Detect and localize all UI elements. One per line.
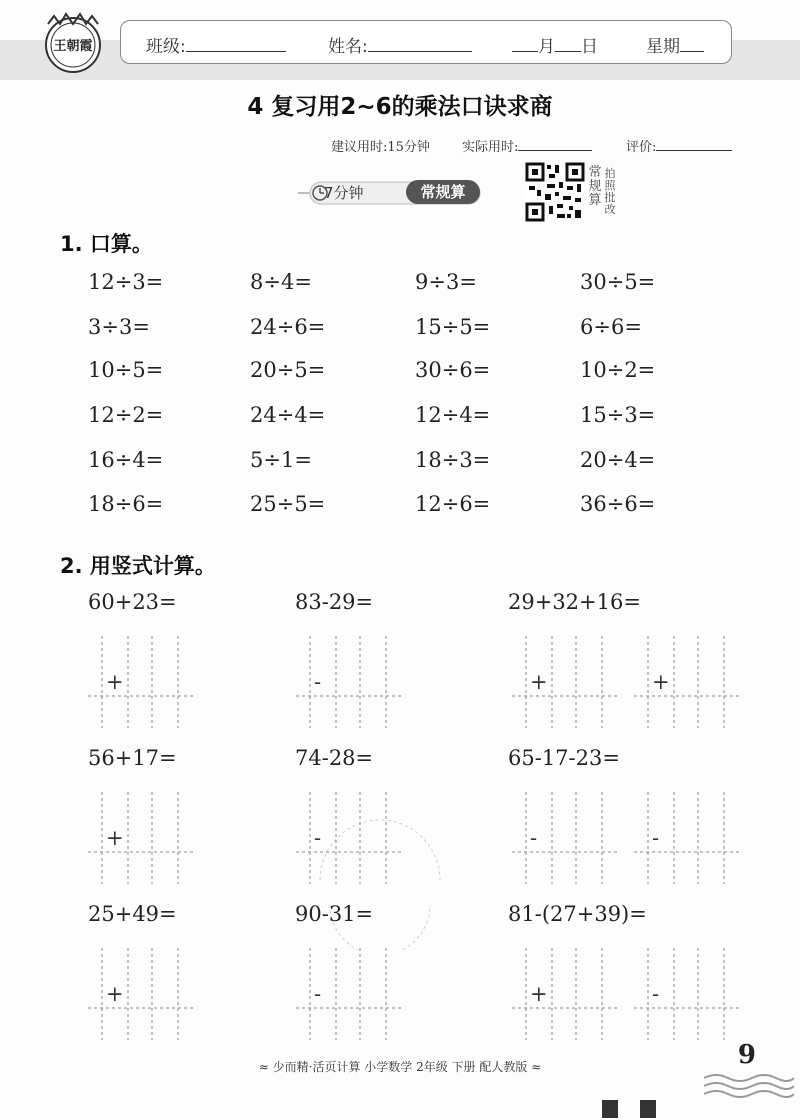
work-grid[interactable]	[88, 946, 198, 1042]
vertical-problem: 56+17=	[88, 746, 177, 770]
operator-sign: +	[530, 670, 548, 694]
mental-problem: 16÷4=	[88, 448, 164, 472]
operator-sign: -	[314, 826, 322, 850]
work-grid[interactable]	[634, 946, 744, 1042]
vertical-problem: 90-31=	[295, 902, 374, 926]
qr-label-left: 常 规 算	[588, 165, 602, 208]
work-grid[interactable]	[296, 634, 406, 730]
operator-sign: +	[106, 826, 124, 850]
mental-problem: 20÷5=	[250, 358, 326, 382]
mental-problem: 18÷6=	[88, 492, 164, 516]
page-number: 9	[737, 1040, 756, 1070]
watermark-stamp-icon	[290, 810, 470, 950]
qr-label-right: 拍 照 批 改	[604, 167, 616, 216]
operator-sign: -	[652, 982, 660, 1006]
timer-duration: 7分钟	[324, 184, 364, 202]
mental-problem: 10÷2=	[580, 358, 656, 382]
mental-problem: 36÷6=	[580, 492, 656, 516]
class-label: 班级:	[146, 32, 286, 57]
mental-problem: 9÷3=	[415, 270, 477, 294]
page-title: 4 复习用2~6的乘法口诀求商	[247, 94, 553, 120]
qr-code-icon[interactable]	[525, 162, 585, 222]
operator-sign: +	[106, 670, 124, 694]
work-grid[interactable]	[512, 790, 622, 886]
operator-sign: -	[314, 982, 322, 1006]
publisher-logo-icon	[34, 12, 112, 74]
page-number-waves	[704, 1072, 794, 1098]
binding-marks	[600, 1098, 660, 1118]
rating: 评价:	[626, 136, 732, 155]
mental-problem: 5÷1=	[250, 448, 312, 472]
vertical-problem: 81-(27+39)=	[508, 902, 647, 926]
operator-sign: +	[530, 982, 548, 1006]
operator-sign: -	[530, 826, 538, 850]
suggested-time: 建议用时:15分钟	[331, 140, 430, 155]
footer-text: ≈ 少而精·活页计算 小学数学 2年级 下册 配人教版 ≈	[258, 1060, 542, 1074]
work-grid[interactable]	[512, 634, 622, 730]
date-field: 月 日	[512, 32, 598, 57]
mental-problem: 30÷5=	[580, 270, 656, 294]
mental-problem: 10÷5=	[88, 358, 164, 382]
timer-pill	[298, 180, 482, 206]
mental-problem: 12÷6=	[415, 492, 491, 516]
actual-time: 实际用时:	[462, 136, 592, 155]
mental-problem: 15÷3=	[580, 403, 656, 427]
operator-sign: -	[314, 670, 322, 694]
vertical-problem: 83-29=	[295, 590, 374, 614]
operator-sign: +	[106, 982, 124, 1006]
svg-text:王朝霞: 王朝霞	[53, 39, 93, 54]
mental-problem: 12÷3=	[88, 270, 164, 294]
mental-problem: 3÷3=	[88, 315, 150, 339]
name-label: 姓名:	[328, 32, 472, 57]
mental-problem: 24÷4=	[250, 403, 326, 427]
mental-problem: 6÷6=	[580, 315, 642, 339]
operator-sign: +	[652, 670, 670, 694]
work-grid[interactable]	[88, 790, 198, 886]
section-1-title: 1. 口算。	[60, 232, 153, 256]
work-grid[interactable]	[296, 946, 406, 1042]
work-grid[interactable]	[88, 634, 198, 730]
work-grid[interactable]	[512, 946, 622, 1042]
mental-problem: 25÷5=	[250, 492, 326, 516]
vertical-problem: 74-28=	[295, 746, 374, 770]
timer-tag: 常规算	[406, 180, 480, 204]
mental-problem: 12÷2=	[88, 403, 164, 427]
mental-problem: 15÷5=	[415, 315, 491, 339]
mental-problem: 8÷4=	[250, 270, 312, 294]
vertical-problem: 25+49=	[88, 902, 177, 926]
mental-problem: 30÷6=	[415, 358, 491, 382]
section-2-title: 2. 用竖式计算。	[60, 554, 216, 578]
mental-problem: 12÷4=	[415, 403, 491, 427]
vertical-problem: 29+32+16=	[508, 590, 641, 614]
mental-problem: 20÷4=	[580, 448, 656, 472]
mental-problem: 18÷3=	[415, 448, 491, 472]
operator-sign: -	[652, 826, 660, 850]
mental-problem: 24÷6=	[250, 315, 326, 339]
vertical-problem: 60+23=	[88, 590, 177, 614]
weekday-field: 星期	[646, 32, 704, 57]
work-grid[interactable]	[634, 790, 744, 886]
work-grid[interactable]	[634, 634, 744, 730]
vertical-problem: 65-17-23=	[508, 746, 620, 770]
